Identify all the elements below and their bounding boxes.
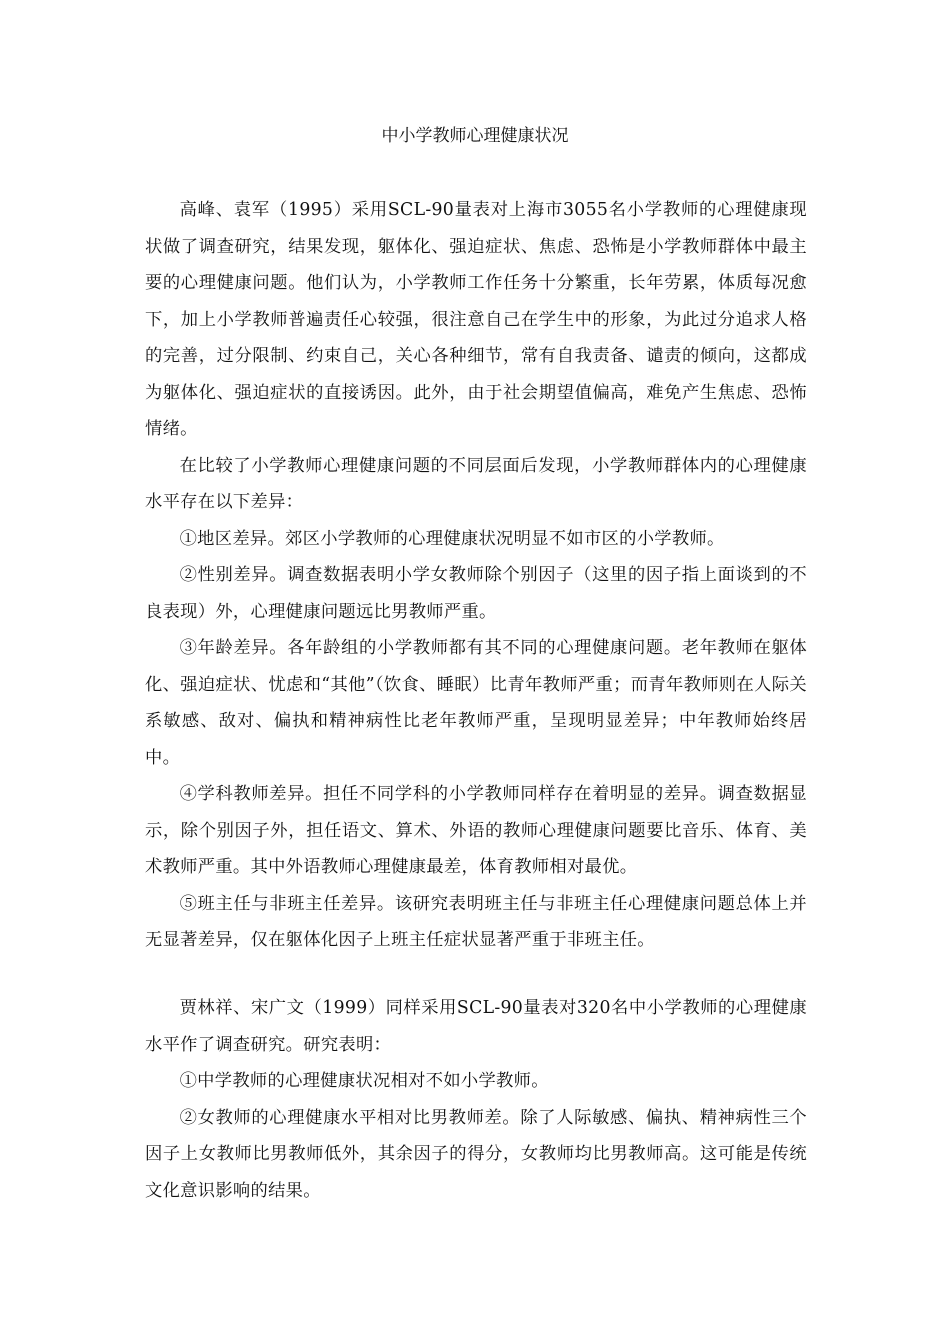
paragraph-region-difference: ①地区差异。郊区小学教师的心理健康状况明显不如市区的小学教师。	[179, 528, 725, 549]
paragraph-head-teacher-difference: ⑤班主任与非班主任差异。该研究表明班主任与非班主任心理健康问题总体上并无显著差异，仅在躯体化因子上班主任症状显著严重于非班主任。	[145, 893, 807, 950]
paragraph-differences-intro: 在比较了小学教师心理健康问题的不同层面后发现，小学教师群体内的心理健康水平存在以下差异：	[145, 455, 807, 512]
section-jia-song-study	[145, 990, 807, 1209]
document-title: 中小学教师心理健康状况	[381, 126, 569, 146]
paragraph-finding-school-level: ①中学教师的心理健康状况相对不如小学教师。	[179, 1071, 549, 1091]
paragraph-gender-difference: ②性别差异。调查数据表明小学女教师除个别因子（这里的因子指上面谈到的不良表现）外，心理健康问题远比男教师严重。	[145, 565, 807, 622]
paragraph-age-difference: ③年龄差异。各年龄组的小学教师都有其不同的心理健康问题。老年教师在躯体化、强迫症状、忧虑和“其他”（饮食、睡眠）比青年教师严重；而青年教师则在人际关系敏感、敌对、偏执和精神病性比老年教师严重，呈现明显差异；中年教师始终居中。	[145, 638, 807, 768]
paragraph-finding-gender: ②女教师的心理健康水平相对比男教师差。除了人际敏感、偏执、精神病性三个因子上女教师比男教师低外，其余因子的得分，女教师均比男教师高。这可能是传统文化意识影响的结果。	[145, 1107, 807, 1201]
paragraph-study-summary: 高峰、袁军（1995）采用SCL-90量表对上海市3055名小学教师的心理健康现状做了调查研究，结果发现，躯体化、强迫症状、焦虑、恐怖是小学教师群体中最主要的心理健康问题。他们认为，小学教师工作任务十分繁重，长年劳累，体质每况愈下，加上小学教师普遍责任心较强，很注意自己在学生中的形象，为此过分追求人格的完善，过分限制、约束自己，关心各种细节，常有自我责备、谴责的倾向，这都成为躯体化、强迫症状的直接诱因。此外，由于社会期望值偏高，难免产生焦虑、恐怖情绪。	[145, 200, 807, 439]
paragraph-study-summary-2: 贾林祥、宋广文（1999）同样采用SCL-90量表对320名中小学教师的心理健康水平作了调查研究。研究表明：	[145, 998, 807, 1055]
section-gao-yuan-study	[145, 192, 807, 959]
paragraph-subject-difference: ④学科教师差异。担任不同学科的小学教师同样存在着明显的差异。调查数据显示，除个别因子外，担任语文、算术、外语的教师心理健康问题要比音乐、体育、美术教师严重。其中外语教师心理健康最差，体育教师相对最优。	[145, 784, 807, 877]
